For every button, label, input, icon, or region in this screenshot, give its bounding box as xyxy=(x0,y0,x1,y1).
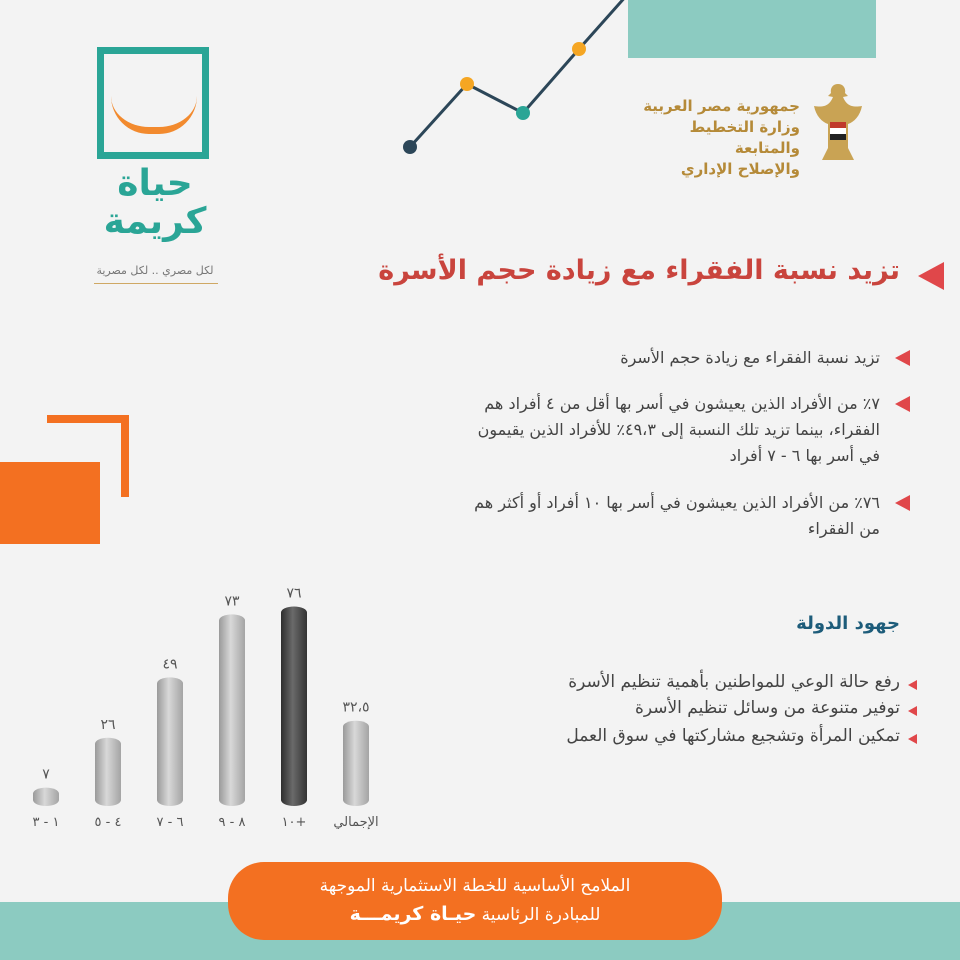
ministry-line-1: جمهورية مصر العربية xyxy=(643,97,800,115)
eagle-emblem-icon xyxy=(806,78,870,166)
effort-item-1: رفع حالة الوعي للمواطنين بأهمية تنظيم الأسرة xyxy=(568,672,900,692)
growth-line-decoration xyxy=(395,0,635,160)
chart-category-label: الإجمالي xyxy=(333,815,379,830)
chart-category-label: ٤ - ٥ xyxy=(94,815,122,830)
chart-bar xyxy=(343,721,369,806)
effort-arrow-icon xyxy=(908,706,917,716)
effort-item-2: توفير متنوعة من وسائل تنظيم الأسرة xyxy=(634,698,900,718)
chart-category-label: ٨ - ٩ xyxy=(218,815,246,830)
efforts-title: جهود الدولة xyxy=(796,613,900,634)
banner-line-2 xyxy=(228,900,722,929)
chart-category-label: +١٠ xyxy=(281,815,307,830)
chart-bar xyxy=(219,614,245,806)
ministry-line-2: وزارة التخطيط والمتابعة xyxy=(689,118,800,157)
bullet-arrow-icon xyxy=(895,350,910,366)
bullet-text-3: ٧٦٪ من الأفراد الذين يعيشون في أسر بها ١٠ أفراد أو أكثر هم من الفقراء xyxy=(474,493,880,538)
effort-arrow-icon xyxy=(908,734,917,744)
chart-category-label: ٦ - ٧ xyxy=(156,815,184,830)
logo-tagline: لكل مصري .. لكل مصرية xyxy=(96,264,214,277)
bullet-text-2: ٧٪ من الأفراد الذين يعيشون في أسر بها أقل من ٤ أفراد هم الفقراء، بينما تزيد تلك النسبة إلى ٤٩،٣٪ للأفراد الذين يقيمون في أسر بها ٦ - ٧ أفراد xyxy=(477,394,880,465)
logo-line-1: حياة xyxy=(117,163,193,204)
title-arrow-icon xyxy=(918,262,944,290)
banner-initiative-name: حيـاة كريمـــة xyxy=(349,903,477,925)
ministry-line-3: والإصلاح الإداري xyxy=(680,160,800,178)
chart-value-label: ٧ xyxy=(42,766,50,783)
chart-bar xyxy=(95,738,121,806)
bottom-banner xyxy=(228,862,722,940)
chart-category-label: ١ - ٣ xyxy=(32,815,60,830)
chart-value-label: ٧٦ xyxy=(286,585,302,602)
chart-bar xyxy=(33,788,59,806)
chart-bar xyxy=(157,677,183,806)
chart-value-label: ٢٦ xyxy=(100,716,116,733)
logo-line-2: كريمة xyxy=(103,201,207,242)
chart-value-label: ٣٢،٥ xyxy=(342,699,370,716)
banner-line-2-prefix: للمبادرة الرئاسية xyxy=(481,905,601,925)
logo-wordmark xyxy=(80,165,230,241)
chart-value-label: ٤٩ xyxy=(162,656,178,673)
effort-arrow-icon xyxy=(908,680,917,690)
bullet-text-1: تزيد نسبة الفقراء مع زيادة حجم الأسرة xyxy=(620,348,880,367)
chart-value-label: ٧٣ xyxy=(224,593,240,610)
banner-line-1: الملامح الأساسية للخطة الاستثمارية الموجهة xyxy=(319,876,631,896)
page-title: تزيد نسبة الفقراء مع زيادة حجم الأسرة xyxy=(378,255,900,286)
chart-bar xyxy=(281,607,307,807)
bullet-arrow-icon xyxy=(895,495,910,511)
poverty-by-household-size-chart xyxy=(0,560,420,840)
teal-corner-block xyxy=(628,0,876,58)
orange-frame-decoration xyxy=(47,415,129,497)
ministry-name xyxy=(620,96,800,180)
logo-divider xyxy=(94,283,218,284)
effort-item-3: تمكين المرأة وتشجيع مشاركتها في سوق العمل xyxy=(566,726,900,746)
bullet-arrow-icon xyxy=(895,396,910,412)
